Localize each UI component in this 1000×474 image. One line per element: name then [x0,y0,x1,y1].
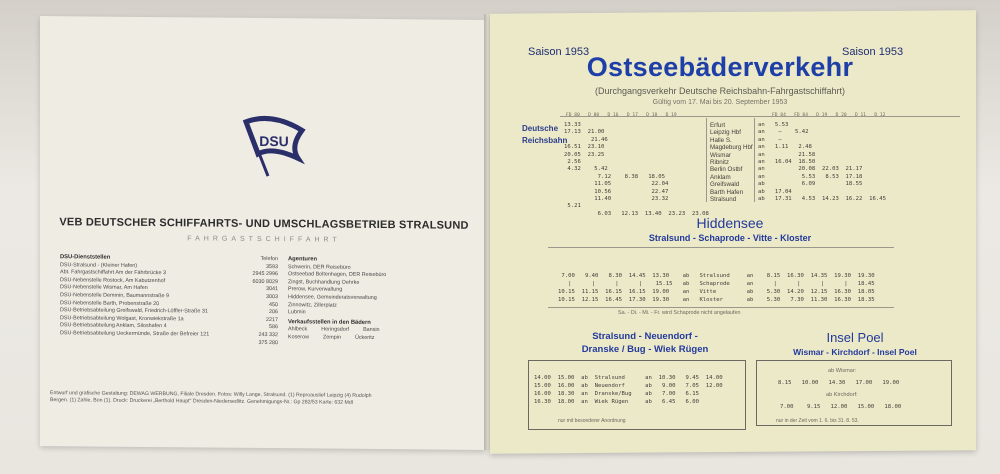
poel-row-wismar: 8.15 10.00 14.30 17.00 19.00 [778,380,900,386]
list-item: DSU-Betriebsabteilung Ueckermünde, Straße der Befreier 121 [60,330,210,338]
list-item: DSU-Stralsund - (Kleiner Hafen) [60,261,137,269]
firm-name: VEB DEUTSCHER SCHIFFAHRTS- UND UMSCHLAGSBETRIEB STRALSUND [59,216,469,232]
hiddensee-note: Sa. - Di. - Mi. - Fr. wird Schaprode nicht angelaufen [618,310,741,316]
firm-subtitle: FAHRGASTSCHIFFAHRT [187,235,341,244]
dienststellen-list [60,254,260,339]
list-item: 2945 2996 [252,271,278,278]
list-item: 2217 [266,316,278,323]
divider [548,247,894,248]
list-item: Zinnowitz, Zillerplatz [288,301,337,309]
hiddensee-route: Stralsund - Schaprode - Vitte - Kloster [648,233,812,243]
imprint: Entwurf und grafische Gestaltung: DEWAG WERBUNG, Filiale Dresden. Fotos: Willy Lange, Stralsund. (1) Reproauslief Leipzig (4) Rudolph Bergen. (1) Zahle, Bon (1). Druck: Druckerei „Berthold Haupt" Dresden-Niedersedlitz. Genehmigungs-Nr.: Gp 282/53 Karte: 632 MdI [50,390,372,407]
telefon-column [236,256,278,347]
list-item: DSU-Nebenstelle Barth, Probenstraße 20 [60,299,160,307]
neuendorf-title-2: Dranske / Bug - Wiek Rügen [581,344,709,355]
list-item: DSU-Nebenstelle Rostock, Am Kabutzenhof [60,277,166,284]
neuendorf-note: nur mit besonderer Anordnung [558,418,626,424]
reichsbahn-label: Deutsche Reichsbahn [522,124,568,145]
poel-head-wismar: ab Wismar: [828,368,857,374]
list-item: 206 [269,309,278,316]
poel-row-kirchdorf: 7.00 9.15 12.00 15.00 18.00 [780,404,902,410]
agenturen-list [288,256,468,343]
page-subtitle: (Durchgangsverkehr Deutsche Reichsbahn-Fahrgastschiffahrt) [595,86,845,96]
page-title: Ostseebäderverkehr [586,52,854,82]
dsu-flag-logo-icon [232,110,312,181]
left-page [40,16,486,450]
table-row: Koserow Zempin Ückeritz [288,334,375,341]
list-item: DSU-Betriebsabteilung Greifswald, Friedrich-Löffler-Straße 31 [60,307,208,315]
dienststellen-header: DSU-Dienststellen [60,254,111,261]
poel-title: Insel Poel [826,330,884,345]
neuendorf-title-1: Stralsund - Neuendorf - [592,331,698,342]
list-item: DSU-Betriebsabteilung Wolgast, Kronwiekstraße 1a [60,314,184,323]
validity-note: Gültig vom 17. Mai bis 20. September 1953 [652,99,788,106]
list-item: Abt. Fahrgastschiffahrt Am der Fährbrücke 3 [60,269,166,277]
rb-stations: Erfurt Leipzig Hbf Halle S. Magdeburg Hbf Wismar Ribnitz Berlin Ostbf Anklam Greifswald Barth Hafen Stralsund [710,122,753,204]
list-item: DSU-Nebenstelle Demmin, Baumannstraße 9 [60,292,170,300]
season-label-left: Saison 1953 [528,46,590,58]
list-item: DSU-Nebenstelle Wismar, Am Hafen [60,284,148,292]
neuendorf-timetable: 14.00 15.00 ab Stralsund an 10.30 9.45 14.00 15.00 16.00 ab Neuendorf ab 9.00 7.05 12.00 16.00 18.30 an Dranske/Bug ab 7.00 6.15 16.30 18.00 an Wiek Rügen ab 6.45 6.00 [534,375,723,405]
list-item: 6030 8029 [252,278,278,285]
agenturen-header: Agenturen [288,256,317,263]
rb-arrivals-right: an 5.53 an — 5.42 an — an 1.11 2.48 an 21.58 an 16.04 18.50 an 20.08 22.03 21.17 an 5.53 8.53 17.18 ab 6.09 18.55 ab 17.04 ab 17.31 4.53 14.23 16.22 16.45 [758,122,886,203]
hiddensee-title: Hiddensee [696,215,764,231]
list-item: Hiddensee, Gemeinderatsverwaltung [288,294,377,301]
list-item: 586 [269,324,278,331]
telefon-header: Telefon [260,255,278,263]
divider [548,307,894,308]
list-item: 3003 [266,293,278,301]
list-item: DSU-Betriebsabteilung Anklam, Siloshafen 4 [60,322,167,330]
season-label-right: Saison 1953 [842,46,904,58]
logo-text: DSU [259,132,289,150]
list-item: 3593 [266,263,278,270]
hiddensee-timetable: 7.00 9.40 8.30 14.45 13.30 ab Stralsund an 8.15 16.30 14.35 19.30 19.30 | | | | 15.15 ab Schaprode an | | | | 18.45 10.15 11.15 16.15 16.15 19.00 an Vitte ab 5.30 14.20 12.15 16.30 18.05 10.15 12.15 16.45 17.30 19.30 an Kloster ab 5.30 7.30 11.30 16.30 18.35 [558,273,875,303]
list-item: Prerow, Kurverwaltung [288,286,343,294]
verkauf-header: Verkaufsstellen in den Bädern [288,318,371,326]
table-row: Ahlbeck Heringsdorf Bansin [288,326,380,334]
list-item: Lubmin [288,309,306,316]
list-item: Ostseebad Boltenhagen, DER Reisebüro [288,271,387,279]
list-item: 243 332 [258,331,278,339]
poel-head-kirchdorf: ab Kirchdorf: [826,392,858,398]
list-item: 375 280 [258,339,278,346]
rb-train-numbers-left: FD 80 D 80 D 16 D 17 D 18 D 19 [566,113,677,118]
divider [706,118,707,202]
poel-note: nur in der Zeit vom 1. 6. bis 31. 8. 53. [776,418,859,424]
list-item: Zingst, Buchhandlung Oehrke [288,278,360,286]
rb-train-numbers-right: FD 84 FD 84 D 19 D 20 D 11 D 12 [772,113,886,118]
list-item: 450 [269,301,278,308]
list-item: Schwerin, DER Reisebüro [288,263,351,271]
divider [754,118,755,202]
rb-departures-left: 13.33 17.13 21.00 21.46 16.51 23.10 20.05 23.25 2.56 4.32 5.42 7.12 8.38 18.05 11.05 22.04 10.56 22.47 11.40 23.32 5.21 6.03 12.13 13.40 23.23 23.08 [564,122,709,217]
list-item: 3041 [266,286,278,293]
poel-route: Wismar - Kirchdorf - Insel Poel [793,347,917,357]
